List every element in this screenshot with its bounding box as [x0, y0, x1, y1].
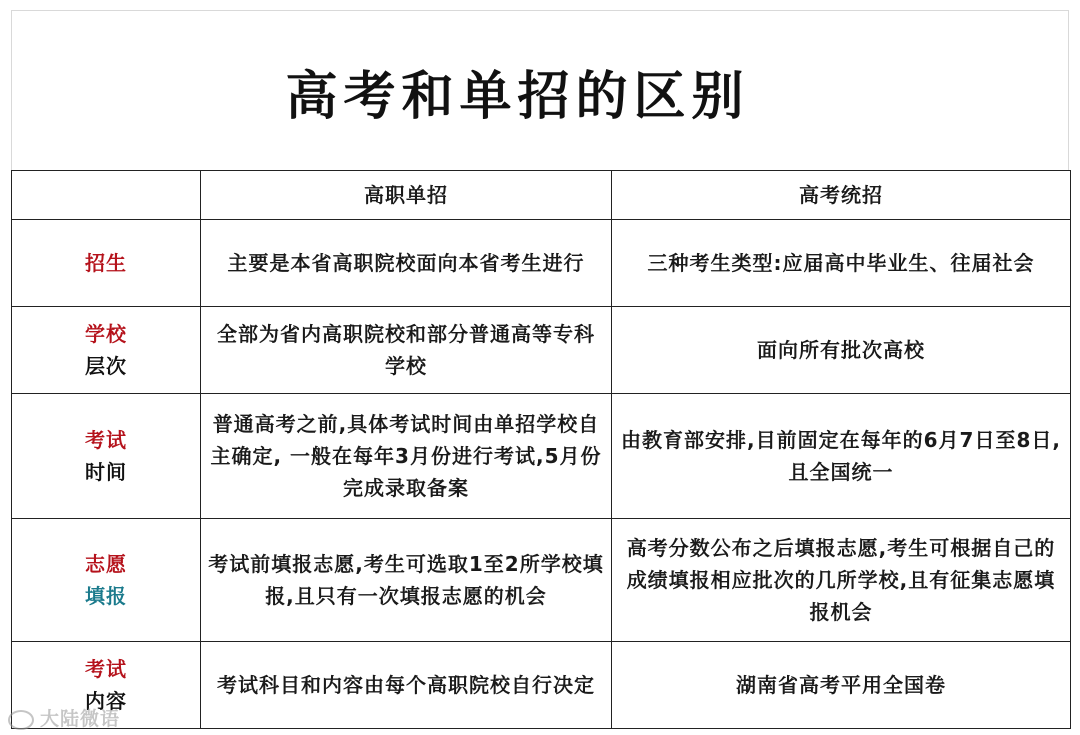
watermark-text: 大陆微语 — [40, 708, 121, 730]
cell-text: 面向所有批次高校 — [757, 338, 925, 362]
comparison-table — [11, 170, 1071, 729]
row-cell-gaokao — [612, 307, 1071, 394]
table-row — [12, 519, 1071, 642]
cell-text: 高考分数公布之后填报志愿,考生可根据自己的成绩填报相应批次的几所学校,且有征集志愿填报机会 — [626, 536, 1056, 624]
table-row — [12, 307, 1071, 394]
row-cell-gaokao — [612, 642, 1071, 729]
header-corner-cell — [12, 171, 201, 220]
row-label-line2: 填报 — [85, 584, 127, 608]
cell-text: 主要是本省高职院校面向本省考生进行 — [227, 251, 585, 275]
row-label-line2: 内容 — [85, 689, 127, 713]
cell-text: 湖南省高考平用全国卷 — [736, 673, 946, 697]
row-label-enrollment — [12, 220, 201, 307]
row-label-application — [12, 519, 201, 642]
cell-text: 由教育部安排,目前固定在每年的6月7日至8日,且全国统一 — [621, 428, 1061, 484]
row-cell-vocational — [201, 394, 612, 519]
table-row — [12, 220, 1071, 307]
row-cell-vocational — [201, 220, 612, 307]
row-label-line1: 招生 — [85, 251, 127, 275]
row-cell-vocational — [201, 519, 612, 642]
watermark — [8, 704, 120, 731]
cell-text: 三种考生类型:应届高中毕业生、往届社会 — [647, 251, 1035, 275]
header-college-entrance-exam: 高考统招 — [612, 171, 1071, 220]
row-label-exam-time — [12, 394, 201, 519]
cell-text: 普通高考之前,具体考试时间由单招学校自主确定, 一般在每年3月份进行考试,5月份完成录取备案 — [210, 412, 602, 500]
table-header-row — [12, 171, 1071, 220]
row-label-line1: 志愿 — [85, 552, 127, 576]
page-title: 高考和单招的区别 — [285, 67, 750, 127]
row-label-line1: 学校 — [85, 322, 127, 346]
cell-text: 考试科目和内容由每个高职院校自行决定 — [217, 673, 595, 697]
row-label-line1: 考试 — [85, 657, 127, 681]
table-row — [12, 394, 1071, 519]
row-cell-gaokao — [612, 394, 1071, 519]
watermark-logo-icon — [8, 710, 34, 730]
row-cell-vocational — [201, 307, 612, 394]
row-cell-gaokao — [612, 220, 1071, 307]
table-row — [12, 642, 1071, 729]
cell-text: 考试前填报志愿,考生可选取1至2所学校填报,且只有一次填报志愿的机会 — [208, 552, 604, 608]
row-label-line1: 考试 — [85, 428, 127, 452]
row-label-line2: 时间 — [85, 460, 127, 484]
header-vocational-single-admission: 高职单招 — [201, 171, 612, 220]
row-label-line2: 层次 — [85, 354, 127, 378]
row-cell-gaokao — [612, 519, 1071, 642]
row-label-school-level — [12, 307, 201, 394]
cell-text: 全部为省内高职院校和部分普通高等专科学校 — [217, 322, 595, 378]
row-cell-vocational — [201, 642, 612, 729]
